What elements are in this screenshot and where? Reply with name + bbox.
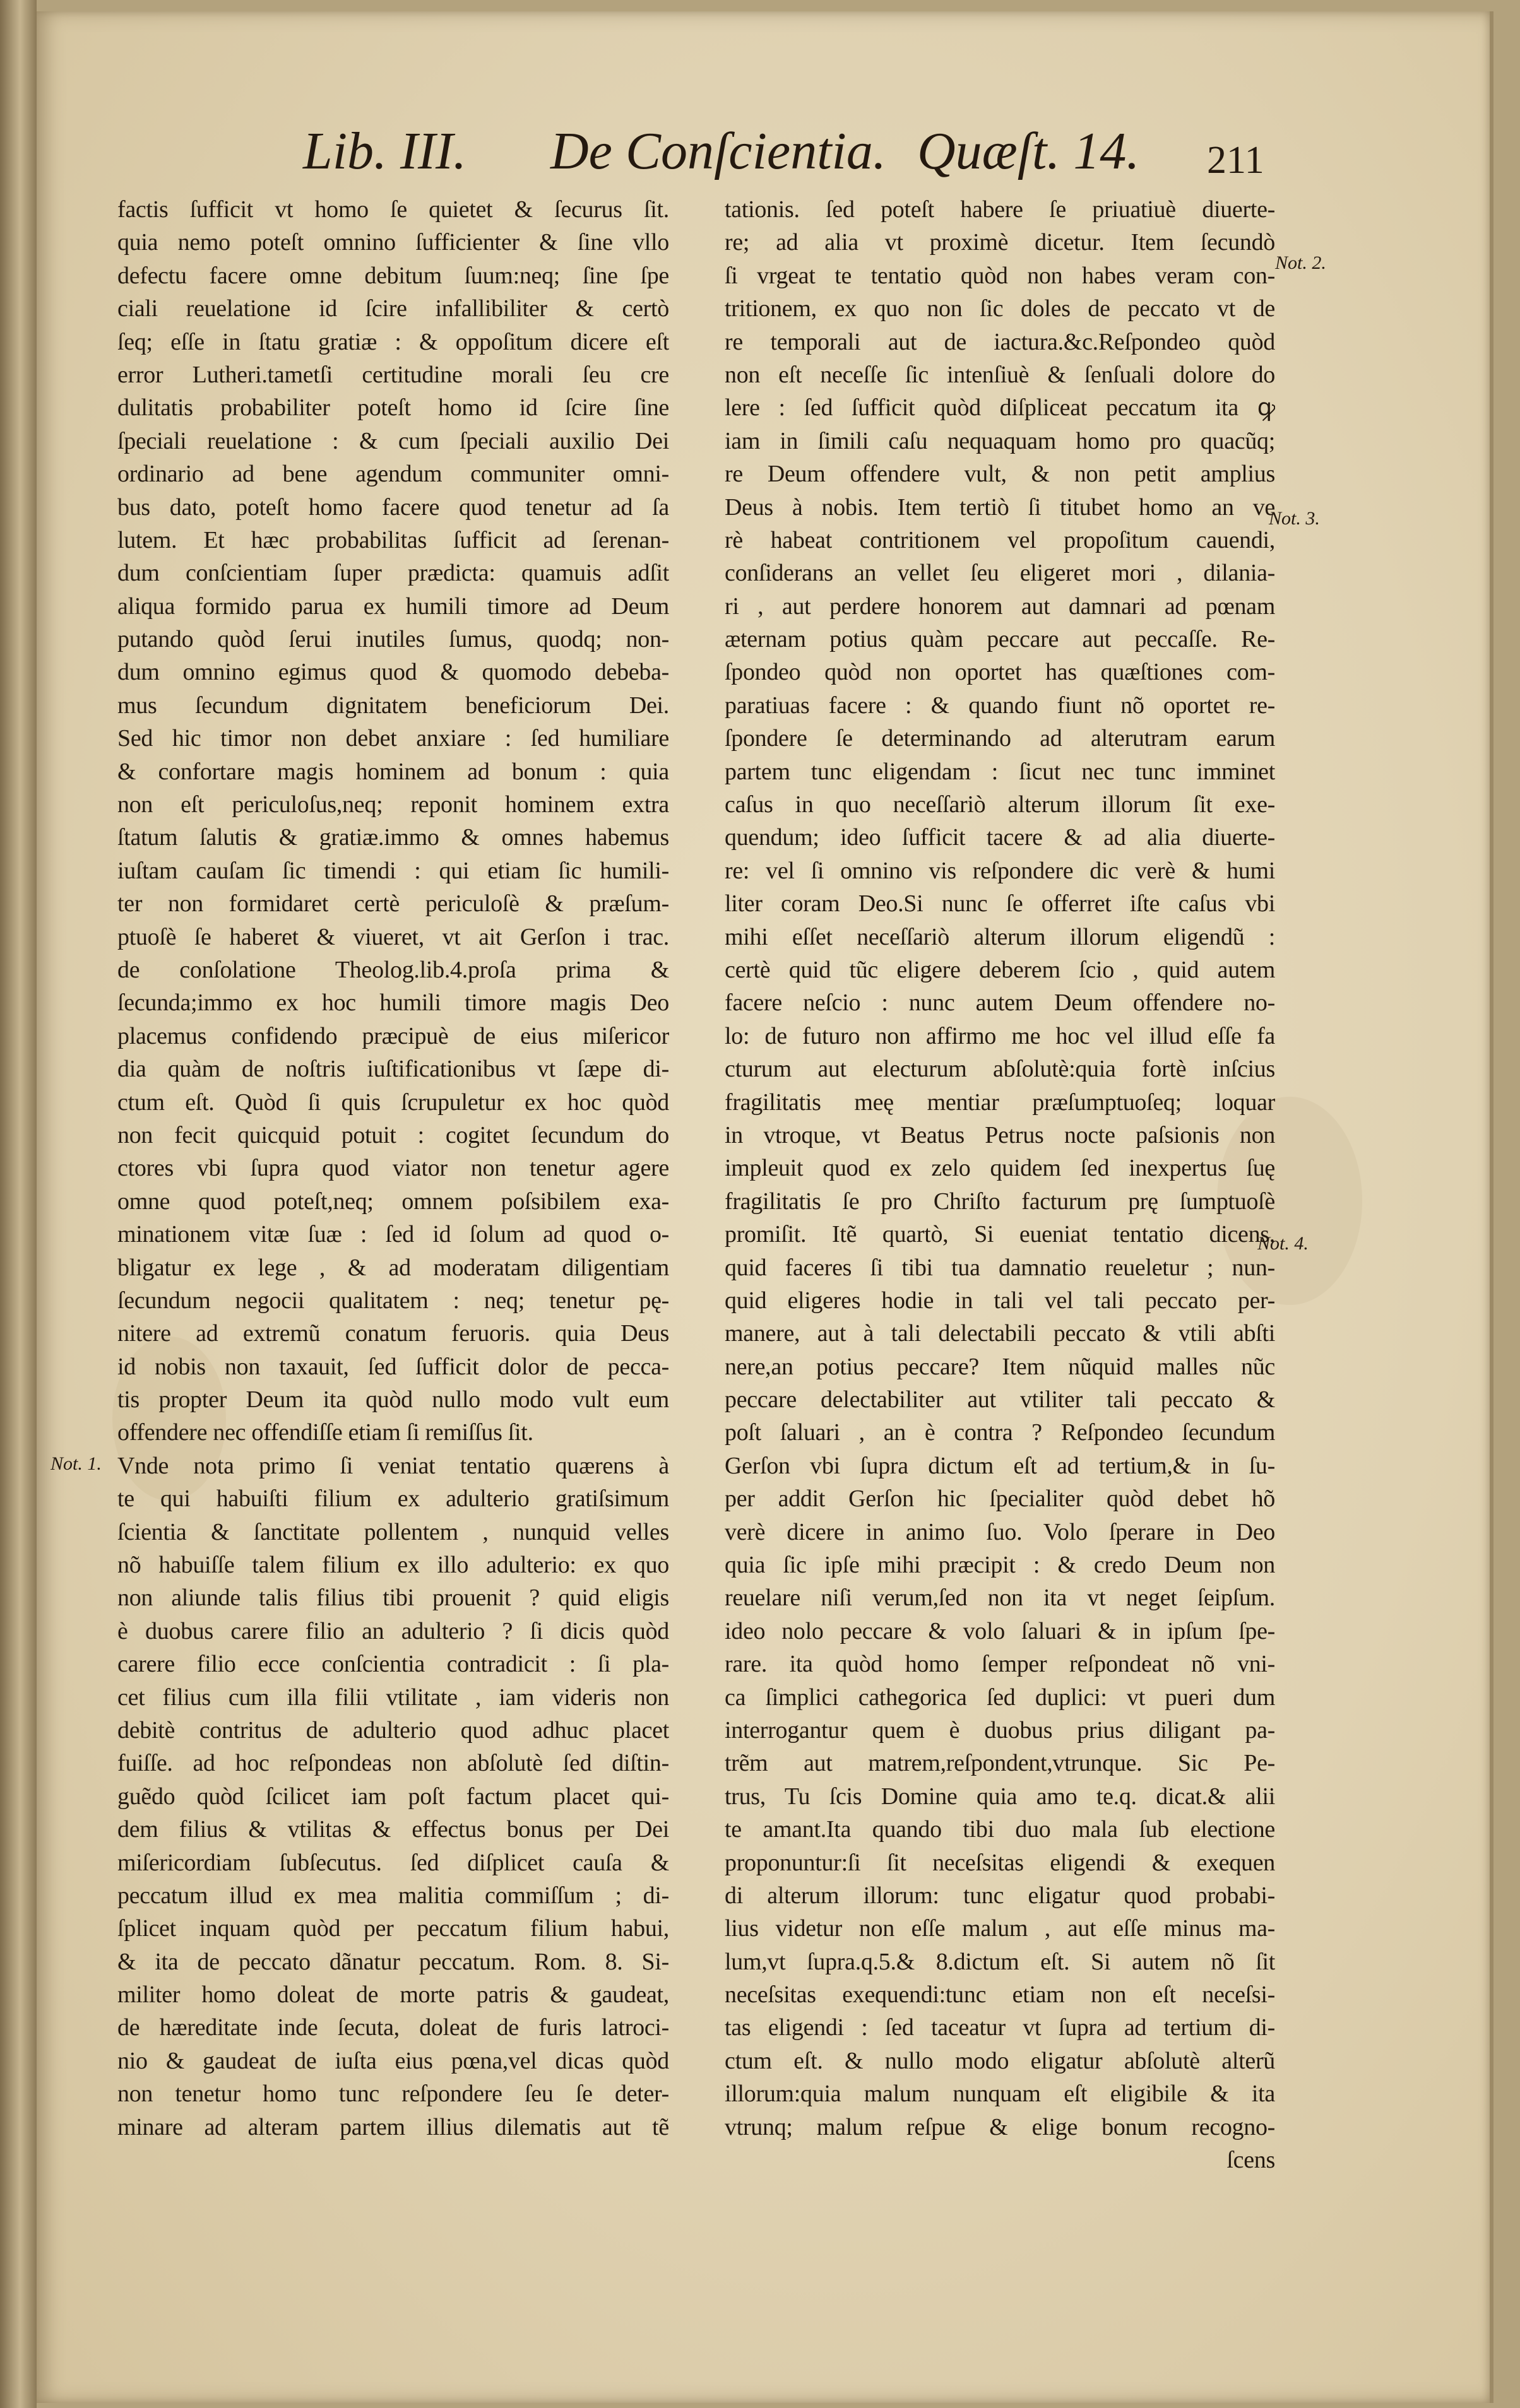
text-line: ciali reuelatione id ſcire infallibiliter & certò [117, 295, 669, 322]
text-line: guẽdo quòd ſcilicet iam poſt factum placet qui- [117, 1783, 669, 1810]
text-line: re Deum offendere vult, & non petit amplius [725, 461, 1275, 488]
text-line: cturum aut electurum abſolutè:quia fortè inſcius [725, 1056, 1275, 1083]
text-line: putando quòd ſerui inutiles ſumus, quodq; non- [117, 626, 669, 653]
text-line: iam in ſimili caſu nequaquam homo pro quacũq; [725, 427, 1275, 454]
text-line: ſpondere ſe determinando ad alterutram earum [725, 725, 1275, 752]
text-line: ſi vrgeat te tentatio quòd non habes veram con- [725, 262, 1275, 289]
text-line: aliqua formido parua ex humili timore ad Deum [117, 593, 669, 620]
text-line: non aliunde talis filius tibi prouenit ? quid eligis [117, 1585, 669, 1612]
text-line: ſecunda;immo ex hoc humili timore magis Deo [117, 989, 669, 1017]
text-line: reuelare niſi verum,ſed non ita vt neget ſeipſum. [725, 1585, 1275, 1612]
text-line: vtrunq; malum reſpue & elige bonum recogno- [725, 2113, 1275, 2140]
text-line: te amant.Ita quando tibi duo mala ſub electione [725, 1816, 1275, 1843]
text-line: minationem vitæ ſuæ : ſed id ſolum ad quod o- [117, 1221, 669, 1248]
text-line: lere : ſed ſufficit quòd diſpliceat peccatum ita ꝙ [725, 394, 1275, 422]
text-line: carere filio ecce conſcientia contradicit : ſi pla- [117, 1651, 669, 1678]
text-line: ideo nolo peccare & volo ſaluari & in ipſum ſpe- [725, 1617, 1275, 1644]
text-line: bus dato, poteſt homo facere quod tenetur ad ſa [117, 493, 669, 521]
text-line: ſpondeo quòd non oportet has quæſtiones com- [725, 659, 1275, 686]
text-line: proponuntur:ſi ſit neceſsitas eligendi & exequen [725, 1849, 1275, 1876]
text-line: quia ſic ipſe mihi præcipit : & credo Deum non [725, 1552, 1275, 1579]
text-line: verè dicere in animo ſuo. Volo ſperare in Deo [725, 1518, 1275, 1545]
text-line: facere neſcio : nunc autem Deum offendere no- [725, 989, 1275, 1017]
text-line: error Lutheri.tametſi certitudine morali ſeu cre [117, 361, 669, 388]
text-line: ſcens [1226, 2147, 1275, 2174]
text-line: re temporali aut de iactura.&c.Reſpondeo quòd [725, 328, 1275, 355]
text-line: ctum eſt. Quòd ſi quis ſcrupuletur ex hoc quòd [117, 1089, 669, 1116]
text-line: in vtroque, vt Beatus Petrus nocte paſsionis non [725, 1121, 1275, 1148]
text-line: ter non formidaret certè periculoſè & præſum- [117, 890, 669, 918]
text-line: cet filius cum illa filii vtilitate , iam videris non [117, 1684, 669, 1711]
text-line: dia quàm de noſtris iuſtificationibus vt ſæpe di- [117, 1056, 669, 1083]
text-line: nere,an potius peccare? Item nũquid malles nũc [725, 1353, 1275, 1380]
text-line: omne quod poteſt,neq; omnem poſsibilem exa- [117, 1188, 669, 1215]
text-line: iuſtam cauſam ſic timendi : qui etiam ſic humili- [117, 857, 669, 884]
text-line: ſtatum ſalutis & gratiæ.immo & omnes habemus [117, 824, 669, 851]
text-line: dem filius & vtilitas & effectus bonus per Dei [117, 1816, 669, 1843]
text-line: bligatur ex lege , & ad moderatam diligentiam [117, 1254, 669, 1281]
text-line: lutem. Et hæc probabilitas ſufficit ad ſerenan- [117, 526, 669, 553]
text-line: offendere nec offendiſſe etiam ſi remiſſus ſit. [117, 1419, 533, 1446]
header-title: De Conſcientia. [550, 122, 886, 180]
text-line: tas eligendi : ſed taceatur vt ſupra ad tertium di- [725, 2014, 1275, 2041]
previous-page-edge [0, 0, 37, 2408]
text-line: nio & gaudeat de iuſta eius pœna,vel dicas quòd [117, 2047, 669, 2074]
text-line: re; ad alia vt proximè dicetur. Item ſecundò [725, 229, 1275, 256]
text-line: non fecit quicquid potuit : cogitet ſecundum do [117, 1121, 669, 1148]
text-line: rare. ita quòd homo ſemper reſpondeat nõ vni- [725, 1651, 1275, 1678]
text-line: fragilitatis meę mentiar præſumptuoſeq; loquar [725, 1089, 1275, 1116]
text-line: ca ſimplici cathegorica ſed duplici: vt pueri dum [725, 1684, 1275, 1711]
margin-note: Not. 4. [1257, 1233, 1309, 1254]
text-line: per addit Gerſon hic ſpecialiter quòd debet hõ [725, 1485, 1275, 1513]
text-line: dum conſcientiam ſuper prædicta: quamuis adſit [117, 560, 669, 587]
text-line: defectu facere omne debitum ſuum:neq; ſine ſpe [117, 262, 669, 289]
text-line: nitere ad extremũ conatum feruoris. quia Deus [117, 1320, 669, 1347]
text-line: de hæreditate inde ſecuta, doleat de furis latroci- [117, 2014, 669, 2041]
text-line: militer homo doleat de morte patris & gaudeat, [117, 1981, 669, 2009]
text-line: Deus à nobis. Item tertiò ſi titubet homo an ve [725, 493, 1275, 521]
text-line: peccare delectabiliter aut vtiliter tali peccato & [725, 1386, 1275, 1414]
text-line: lo: de futuro non affirmo me hoc vel illud eſſe fa [725, 1022, 1275, 1049]
text-line: id nobis non taxauit, ſed ſufficit dolor de pecca- [117, 1353, 669, 1380]
margin-note: Not. 2. [1275, 252, 1326, 273]
text-line: fragilitatis ſe pro Chriſto facturum prę ſumptuoſè [725, 1188, 1275, 1215]
text-line: ſplicet inquam quòd per peccatum filium habui, [117, 1915, 669, 1942]
text-line: quid faceres ſi tibi tua damnatio reueletur ; nun- [725, 1254, 1275, 1281]
text-line: ctores vbi ſupra quod viator non tenetur agere [117, 1155, 669, 1182]
header-book-number: Lib. III. [303, 122, 466, 180]
text-line: conſiderans an vellet ſeu eligeret mori , dilania- [725, 560, 1275, 587]
text-line: quid eligeres hodie in tali vel tali peccato per- [725, 1287, 1275, 1314]
text-line: ſeq; eſſe in ſtatu gratiæ : & oppoſitum dicere eſt [117, 328, 669, 355]
text-line: ſcientia & ſanctitate pollentem , nunquid velles [117, 1518, 669, 1545]
folio-number: 211 [1207, 139, 1264, 182]
text-line: dulitatis probabiliter poteſt homo id ſcire ſine [117, 394, 669, 422]
text-line: te qui habuiſti filium ex adulterio gratiſsimum [117, 1485, 669, 1513]
margin-note: Not. 3. [1269, 508, 1320, 529]
text-line: debitè contritus de adulterio quod adhuc placet [117, 1716, 669, 1744]
text-line: non eſt neceſſe ſic intenſiuè & ſenſuali dolore do [725, 361, 1275, 388]
text-line: tationis. ſed poteſt habere ſe priuatiuè diuerte- [725, 196, 1275, 223]
text-line: caſus in quo neceſſariò alterum illorum ſit exe- [725, 791, 1275, 818]
text-line: ptuoſè ſe haberet & viueret, vt ait Gerſon i trac. [117, 923, 669, 950]
text-line: ctum eſt. & nullo modo eligatur abſolutè alterũ [725, 2047, 1275, 2074]
text-line: impleuit quod ex zelo quidem ſed inexpertus ſuę [725, 1155, 1275, 1182]
text-line: mus ſecundum dignitatem beneficiorum Dei. [117, 692, 669, 719]
text-line: Vnde nota primo ſi veniat tentatio quærens à [117, 1452, 669, 1479]
text-line: Gerſon vbi ſupra dictum eſt ad tertium,& in ſu- [725, 1452, 1275, 1479]
text-line: tritionem, ex quo non ſic doles de peccato vt de [725, 295, 1275, 322]
text-line: neceſsitas exequendi:tunc etiam non eſt neceſsi- [725, 1981, 1275, 2009]
margin-note: Not. 1. [50, 1453, 102, 1474]
text-line: promiſit. Itẽ quartò, Si eueniat tentatio dicens. [725, 1221, 1275, 1248]
text-line: Sed hic timor non debet anxiare : ſed humiliare [117, 725, 669, 752]
text-line: peccatum illud ex mea malitia commiſſum ; di- [117, 1882, 669, 1909]
text-line: poſt ſaluari , an è contra ? Reſpondeo ſecundum [725, 1419, 1275, 1446]
text-line: ſecundum negocii qualitatem : neq; tenetur pę- [117, 1287, 669, 1314]
text-line: æternam potius quàm peccare aut peccaſſe. Re- [725, 626, 1275, 653]
text-line: minare ad alteram partem illius dilematis aut tẽ [117, 2113, 669, 2140]
header-question-number: Quæſt. 14. [917, 122, 1140, 180]
text-line: mihi eſſet neceſſariò alterum illorum eligendũ : [725, 923, 1275, 950]
text-line: re: vel ſi omnino vis reſpondere dic verè & humi [725, 857, 1275, 884]
text-line: factis ſufficit vt homo ſe quietet & ſecurus ſit. [117, 196, 669, 223]
text-line: miſericordiam ſubſecutus. ſed diſplicet cauſa & [117, 1849, 669, 1876]
text-line: lum,vt ſupra.q.5.& 8.dictum eſt. Si autem nõ ſit [725, 1948, 1275, 1975]
text-line: & confortare magis hominem ad bonum : quia [117, 758, 669, 785]
text-line: trus, Tu ſcis Domine quia amo te.q. dicat.& alii [725, 1783, 1275, 1810]
text-line: lius videtur non eſſe malum , aut eſſe minus ma- [725, 1915, 1275, 1942]
text-line: tis propter Deum ita quòd nullo modo vult eum [117, 1386, 669, 1414]
text-line: è duobus carere filio an adulterio ? ſi dicis quòd [117, 1617, 669, 1644]
text-line: liter coram Deo.Si nunc ſe offerret iſte caſus vbi [725, 890, 1275, 918]
text-line: partem tunc eligendam : ſicut nec tunc imminet [725, 758, 1275, 785]
text-line: fuiſſe. ad hoc reſpondeas non abſolutè ſed diſtin- [117, 1750, 669, 1777]
text-line: quia nemo poteſt omnino ſufficienter & ſine vllo [117, 229, 669, 256]
text-line: quendum; ideo ſufficit tacere & ad alia diuerte- [725, 824, 1275, 851]
text-line: dum omnino egimus quod & quomodo debeba- [117, 659, 669, 686]
text-line: non eſt periculoſus,neq; reponit hominem extra [117, 791, 669, 818]
text-line: certè quid tũc eligere deberem ſcio , quid autem [725, 956, 1275, 983]
text-line: placemus confidendo præcipuè de eius miſericor [117, 1022, 669, 1049]
text-line: non tenetur homo tunc reſpondere ſeu ſe deter- [117, 2080, 669, 2108]
text-line: manere, aut à tali delectabili peccato & vtili abſti [725, 1320, 1275, 1347]
text-line: ſpeciali reuelatione : & cum ſpeciali auxilio Dei [117, 427, 669, 454]
text-line: ri , aut perdere honorem aut damnari ad pœnam [725, 593, 1275, 620]
text-line: illorum:quia malum nunquam eſt eligibile & ita [725, 2080, 1275, 2108]
text-line: rè habeat contritionem vel propoſitum cauendi, [725, 526, 1275, 553]
text-line: nõ habuiſſe talem filium ex illo adulterio: ex quo [117, 1552, 669, 1579]
text-line: & ita de peccato dãnatur peccatum. Rom. 8. Si- [117, 1948, 669, 1975]
text-line: paratiuas facere : & quando fiunt nõ oportet re- [725, 692, 1275, 719]
text-line: di alterum illorum: tunc eligatur quod probabi- [725, 1882, 1275, 1909]
text-line: trẽm aut matrem,reſpondent,vtrunque. Sic Pe- [725, 1750, 1275, 1777]
text-line: de conſolatione Theolog.lib.4.proſa prima & [117, 956, 669, 983]
right-text-column [725, 193, 1275, 2176]
left-text-column [117, 193, 669, 2144]
text-line: ordinario ad bene agendum communiter omni- [117, 461, 669, 488]
text-line: interrogantur quem è duobus prius diligant pa- [725, 1716, 1275, 1744]
